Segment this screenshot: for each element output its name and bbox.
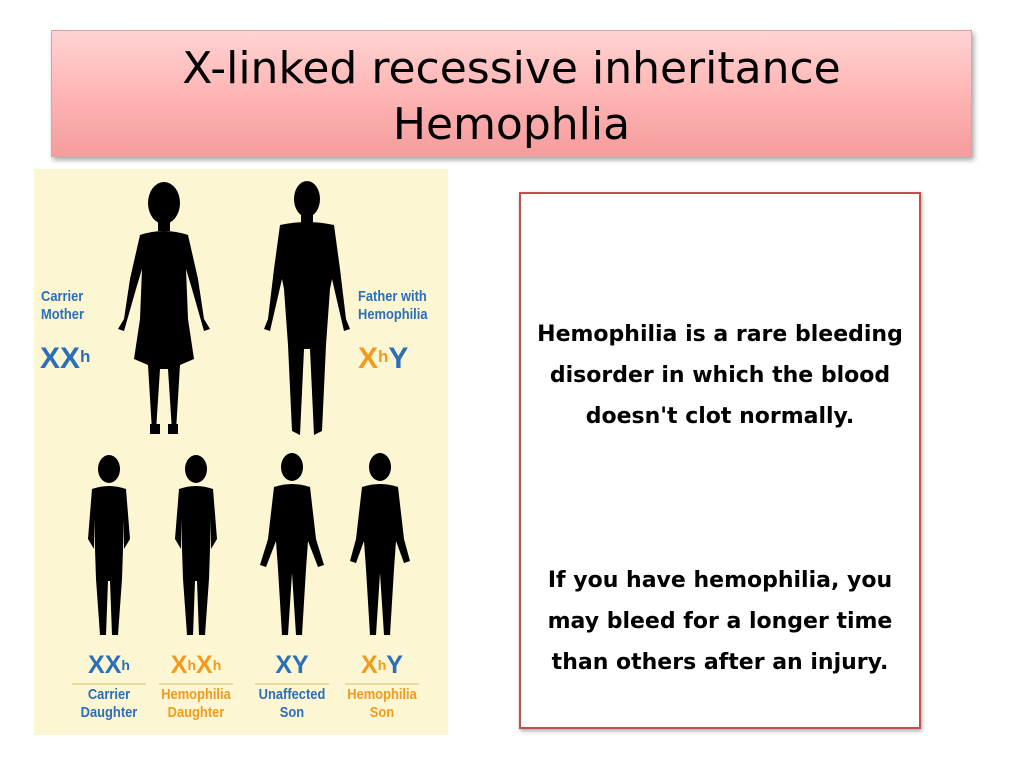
unaffected-son-label xyxy=(249,686,335,722)
father-genotype xyxy=(358,343,408,375)
hemophilia-son-label xyxy=(339,686,425,722)
unaffected-son-genotype: XY xyxy=(275,651,309,679)
carrier-daughter-label-line-1: Carrier xyxy=(87,686,131,703)
unaffected-son-label-line-2: Son xyxy=(279,704,305,721)
father-genotype-sup: h xyxy=(378,347,389,366)
father-genotype-base: X xyxy=(358,342,379,375)
hemophilia-daughter-label-line-1: Hemophilia xyxy=(161,686,231,703)
father-silhouette xyxy=(264,181,350,435)
child-silhouette-hemophilia-daughter xyxy=(175,455,217,635)
info-box xyxy=(519,192,921,729)
mother-genotype-base: XX xyxy=(40,342,81,375)
slide-title-line-1: X-linked recessive inheritance xyxy=(182,43,841,94)
carrier-daughter-label xyxy=(66,686,152,722)
slide-title-line-2: Hemophlia xyxy=(392,99,631,150)
mother-silhouette xyxy=(118,182,210,434)
divider xyxy=(255,683,329,685)
hemophilia-son-genotype: $X^hY$ xyxy=(361,651,403,679)
info-paragraph-2: If you have hemophilia, you may bleed for a longer time than others after an injury. xyxy=(547,568,893,675)
hemophilia-daughter-label-line-2: Daughter xyxy=(167,704,225,721)
mother-genotype xyxy=(40,343,90,375)
mother-label-line-2: Mother xyxy=(41,306,84,323)
mother-genotype-sup: h xyxy=(80,347,91,366)
unaffected-son-label-line-1: Unaffected xyxy=(258,686,326,703)
divider xyxy=(345,683,419,685)
carrier-daughter-genotype: $XX^h$ xyxy=(88,651,130,679)
father-label xyxy=(358,288,428,324)
mother-label xyxy=(41,288,84,324)
carrier-daughter-label-line-2: Daughter xyxy=(80,704,138,721)
father-genotype-suffix: Y xyxy=(388,342,409,375)
hemophilia-daughter-label xyxy=(153,686,239,722)
mother-label-line-1: Carrier xyxy=(41,288,84,305)
hemophilia-son-label-line-2: Son xyxy=(369,704,395,721)
child-silhouette-carrier-daughter xyxy=(88,455,130,635)
divider xyxy=(72,683,146,685)
hemophilia-son-label-line-1: Hemophilia xyxy=(347,686,417,703)
child-silhouette-hemophilia-son xyxy=(350,453,410,635)
info-paragraph-1: Hemophilia is a rare bleeding disorder in which the blood doesn't clot normally. xyxy=(537,322,903,429)
title-box xyxy=(51,30,972,157)
divider xyxy=(159,683,233,685)
hemophilia-daughter-genotype: $X^hX^h$ xyxy=(170,651,222,679)
father-label-line-1: Father with xyxy=(358,288,427,305)
father-label-line-2: Hemophilia xyxy=(358,306,428,323)
inheritance-diagram xyxy=(34,169,448,735)
child-silhouette-unaffected-son xyxy=(260,453,324,635)
